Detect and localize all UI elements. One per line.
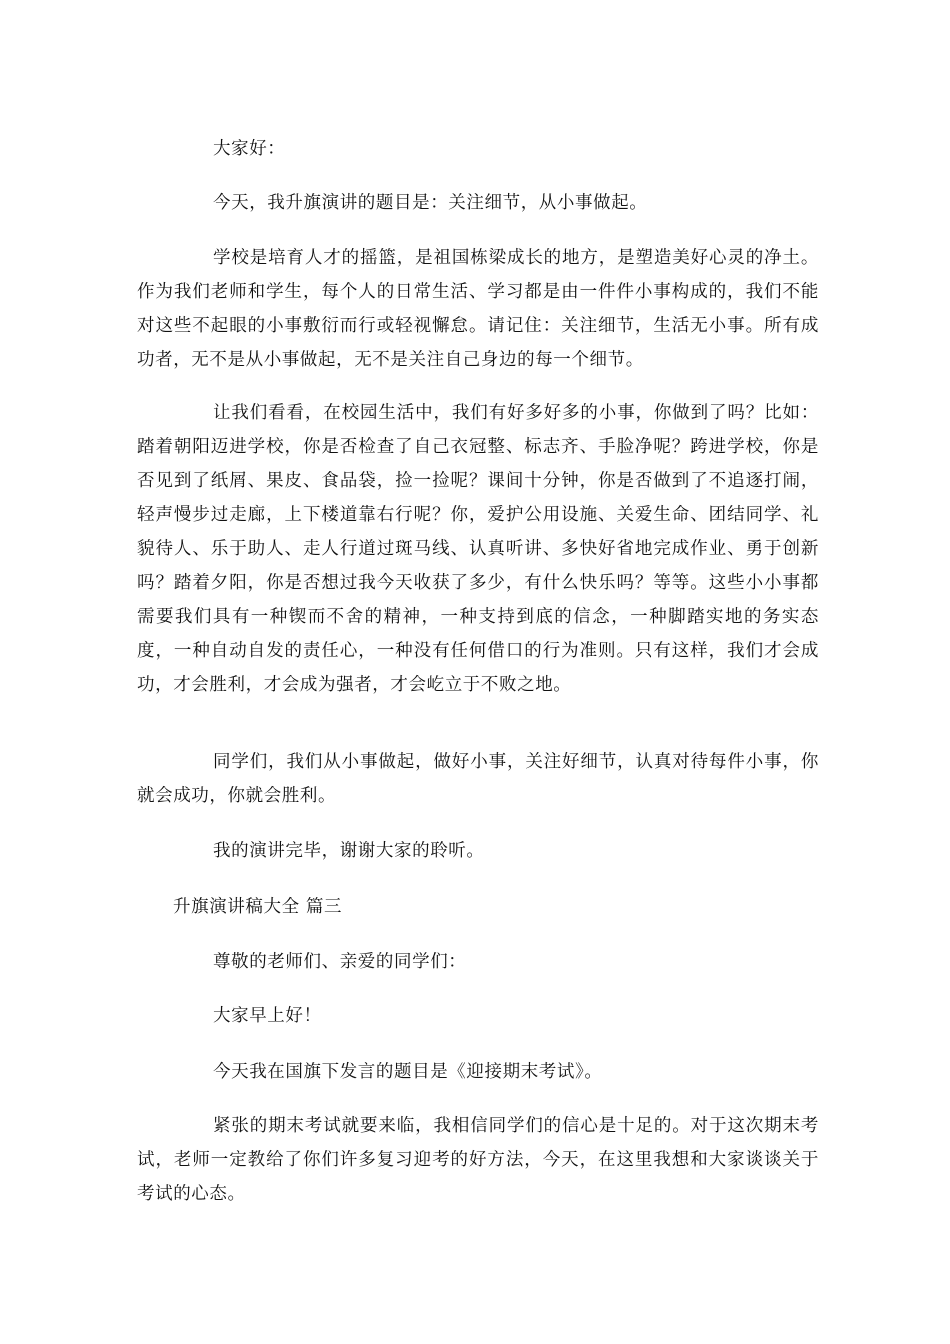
- body-paragraph-classmates: 同学们，我们从小事做起，做好小事，关注好细节，认真对待每件小事，你就会成功，你就会胜利。: [137, 752, 819, 806]
- topic-announcement-paragraph: 今天我在国旗下发言的题目是《迎接期末考试》。: [213, 1062, 603, 1082]
- body-paragraph-campus-life: 让我们看看，在校园生活中，我们有好多好多的小事，你做到了吗？比如：踏着朝阳迈进学校，你是否检查了自己衣冠整、标志齐、手脸净呢？跨进学校，你是否见到了纸屑、果皮、食品袋，捡一捡呢？课间十分钟，你是否做到了不追逐打闹，轻声慢步过走廊，上下楼道靠右行呢？你，爱护公用设施、关爱生命、团结同学、礼貌待人、乐于助人、走人行道过斑马线、认真听讲、多快好省地完成作业、勇于创新吗？踏着夕阳，你是否想过我今天收获了多少，有什么快乐吗？等等。这些小小事都需要我们具有一种锲而不舍的精神，一种支持到底的信念，一种脚踏实地的务实态度，一种自动自发的责任心，一种没有任何借口的行为准则。只有这样，我们才会成功，才会胜利，才会成为强者，才会屹立于不败之地。: [137, 403, 819, 695]
- greeting-paragraph: 大家好：: [213, 139, 286, 159]
- body-paragraph-school: 学校是培育人才的摇篮，是祖国栋梁成长的地方，是塑造美好心灵的净土。作为我们老师和学生，每个人的日常生活、学习都是由一件件小事构成的，我们不能对这些不起眼的小事敷衍而行或轻视懈怠。请记住：关注细节，生活无小事。所有成功者，无不是从小事做起，无不是关注自己身边的每一个细节。: [137, 248, 819, 370]
- exam-paragraph: 紧张的期末考试就要来临，我相信同学们的信心是十足的。对于这次期末考试，老师一定教给了你们许多复习迎考的好方法，今天，在这里我想和大家谈谈关于考试的心态。: [137, 1116, 819, 1204]
- section-heading: 升旗演讲稿大全 篇三: [173, 897, 343, 917]
- salutation-paragraph: 尊敬的老师们、亲爱的同学们：: [213, 952, 467, 972]
- speech-topic-paragraph: 今天，我升旗演讲的题目是：关注细节，从小事做起。: [213, 193, 648, 213]
- closing-paragraph: 我的演讲完毕，谢谢大家的聆听。: [213, 841, 485, 861]
- morning-greeting-paragraph: 大家早上好！: [213, 1006, 322, 1026]
